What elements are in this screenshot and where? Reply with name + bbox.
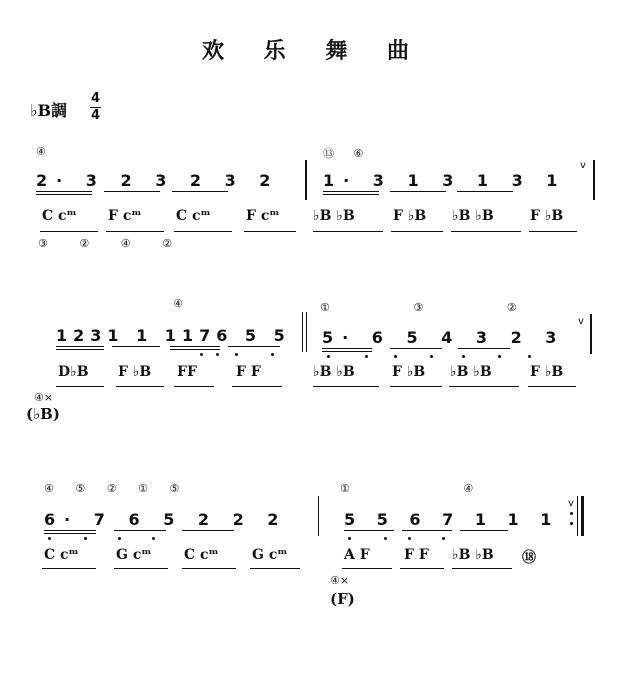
alternate-marker: ④× (34, 391, 54, 404)
chord-label: F ♭B (530, 208, 564, 224)
barline (302, 312, 303, 352)
notation-line: 5 5 6 7 1 1 1 (344, 510, 560, 529)
chord-label: F cᵐ (108, 208, 142, 224)
fingering-mark: ③ ② ④ ② (38, 237, 186, 250)
barline (306, 312, 307, 352)
chord-label: ♭B ♭B (313, 208, 355, 224)
chord-label: C cᵐ (184, 547, 219, 563)
time-signature (90, 92, 101, 123)
alternate-chord: (♭B) (26, 405, 60, 423)
breath-mark: v (578, 316, 584, 327)
notation-line: 5· 6 5 4 3 2 3 (322, 328, 566, 347)
fingering-mark: ⑬ ⑥ (323, 147, 372, 160)
chord-label: ♭B ♭B (450, 364, 492, 380)
notation-line: 1231 1 1176 5 5 (56, 326, 291, 345)
alternate-chord: (F) (330, 590, 355, 608)
fingering-mark: ① ④ (340, 482, 474, 495)
fingering-mark: ④ (173, 297, 183, 310)
time-sig-bottom: 4 (90, 108, 101, 123)
notation-line: 2· 3 2 3 2 3 2 (36, 171, 280, 190)
fingering-mark: ④ (36, 145, 46, 158)
chord-label: ♭B ♭B (313, 364, 355, 380)
chord-label: C cᵐ (176, 208, 211, 224)
repeat-dots: v (568, 498, 574, 509)
chord-label: C cᵐ (44, 547, 79, 563)
chord-label: F F (236, 364, 261, 380)
barline (305, 160, 307, 200)
barline (577, 496, 578, 536)
fingering-mark: ① ③ ② (320, 301, 517, 314)
chord-label: D♭B (58, 364, 89, 380)
chord-label: F cᵐ (246, 208, 280, 224)
fingering-mark: ④ ⑤ ② ① ⑤ (44, 482, 180, 495)
chord-label: F F (404, 547, 429, 563)
chord-label: ♭B ♭B (452, 547, 494, 563)
time-sig-top: 4 (90, 91, 101, 106)
chord-label: F ♭B (392, 364, 426, 380)
chord-label: A F (344, 547, 370, 563)
chord-label: F ♭B (530, 364, 564, 380)
alternate-marker: ④× (330, 574, 350, 587)
page-title: 欢 乐 舞 曲 (202, 38, 425, 64)
barline (590, 314, 592, 354)
chord-label: ⑱ (522, 550, 536, 566)
chord-label: FF (177, 364, 197, 380)
barline (318, 496, 319, 536)
chord-label: F ♭B (118, 364, 152, 380)
chord-label: ♭B ♭B (452, 208, 494, 224)
barline (593, 160, 595, 200)
chord-label: G cᵐ (252, 547, 288, 563)
notation-line: 1· 3 1 3 1 3 1 (323, 171, 567, 190)
final-barline (581, 496, 584, 536)
key-signature: ♭B調 (30, 101, 68, 120)
notation-line: 6· 7 6 5 2 2 2 (44, 510, 288, 529)
chord-label: G cᵐ (116, 547, 152, 563)
breath-mark: v (580, 160, 586, 171)
chord-label: C cᵐ (42, 208, 77, 224)
chord-label: F ♭B (393, 208, 427, 224)
